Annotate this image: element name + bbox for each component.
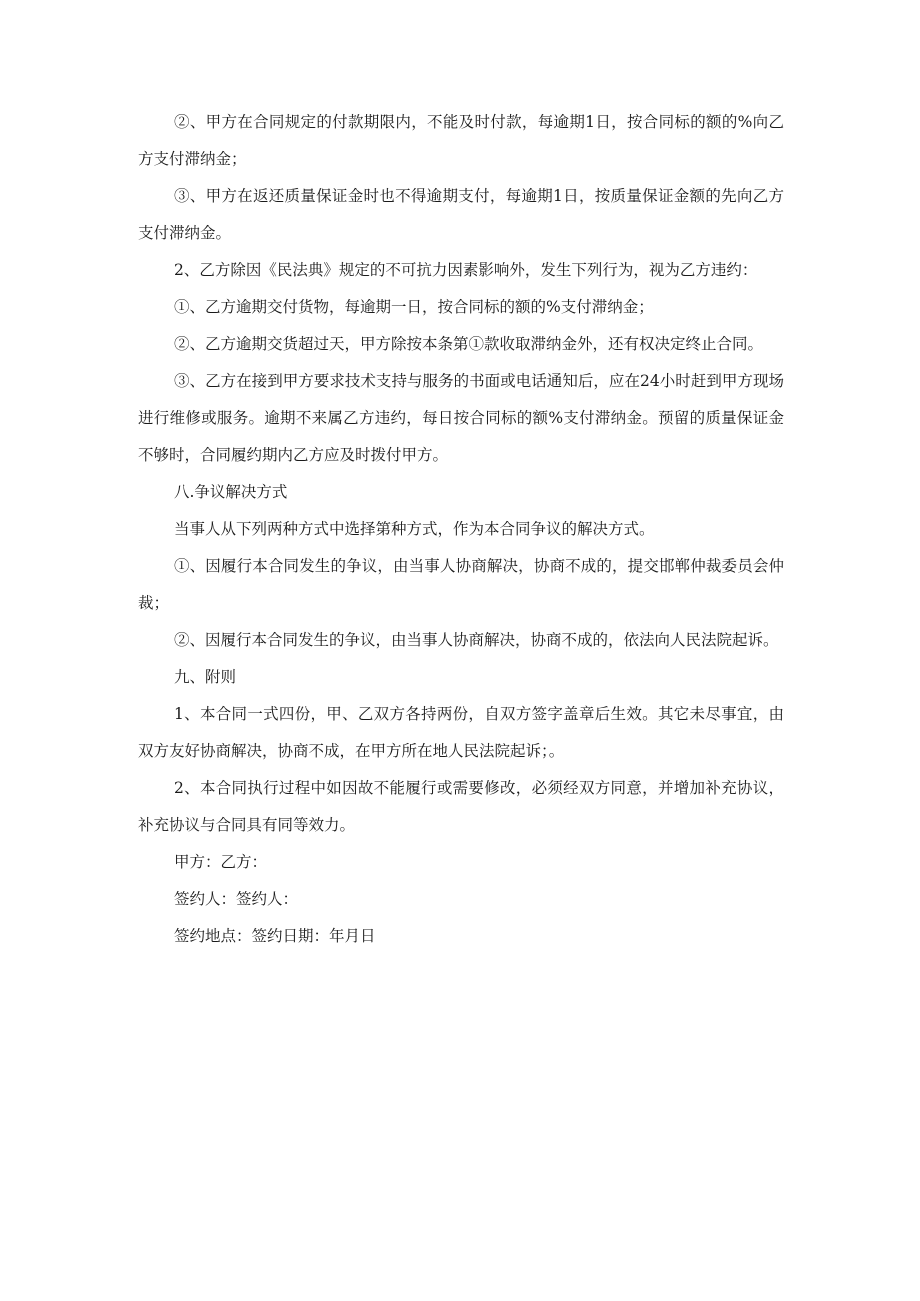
clause-party-b-technical-support: ③、乙方在接到甲方要求技术支持与服务的书面或电话通知后，应在24小时赶到甲方现场进行维修或服务。逾期不来属乙方违约，每日按合同标的额%支付滞纳金。预留的质量保证金不够时，合同履约期内乙方应及时拨付甲方。 bbox=[138, 372, 784, 464]
clause-copies-effective: 1、本合同一式四份，甲、乙双方各持两份，自双方签字盖章后生效。其它未尽事宜，由双方友好协商解决，协商不成，在甲方所在地人民法院起诉；。 bbox=[138, 705, 784, 760]
clause-dispute-choice: 当事人从下列两种方式中选择第种方式，作为本合同争议的解决方式。 bbox=[174, 520, 655, 538]
signature-parties: 甲方：乙方： bbox=[174, 853, 268, 871]
clause-party-b-termination: ②、乙方逾期交货超过天，甲方除按本条第①款收取滞纳金外，还有权决定终止合同。 bbox=[174, 335, 764, 353]
clause-amendment: 2、本合同执行过程中如因故不能履行或需要修改，必须经双方同意，并增加补充协议，补充协议与合同具有同等效力。 bbox=[138, 779, 784, 834]
clause-party-a-deposit-return: ③、甲方在返还质量保证金时也不得逾期支付，每逾期1日，按质量保证金额的先向乙方支付滞纳金。 bbox=[138, 187, 784, 242]
document-body bbox=[138, 104, 784, 955]
clause-dispute-arbitration: ①、因履行本合同发生的争议，由当事人协商解决，协商不成的，提交邯郸仲裁委员会仲裁； bbox=[138, 557, 784, 612]
clause-party-b-breach-intro: 2、乙方除因《民法典》规定的不可抗力因素影响外，发生下列行为，视为乙方违约： bbox=[174, 261, 758, 279]
clause-dispute-litigation: ②、因履行本合同发生的争议，由当事人协商解决，协商不成的，依法向人民法院起诉。 bbox=[174, 631, 779, 649]
clause-party-b-late-delivery: ①、乙方逾期交付货物，每逾期一日，按合同标的额的%支付滞纳金； bbox=[174, 298, 654, 316]
clause-party-a-late-payment: ②、甲方在合同规定的付款期限内，不能及时付款，每逾期1日，按合同标的额的%向乙方支付滞纳金； bbox=[138, 113, 784, 168]
section-heading-dispute-resolution: 八.争议解决方式 bbox=[174, 483, 288, 501]
signature-signers: 签约人：签约人： bbox=[174, 890, 299, 908]
signature-place-date: 签约地点：签约日期：年月日 bbox=[174, 927, 376, 945]
section-heading-supplementary: 九、附则 bbox=[174, 668, 237, 686]
